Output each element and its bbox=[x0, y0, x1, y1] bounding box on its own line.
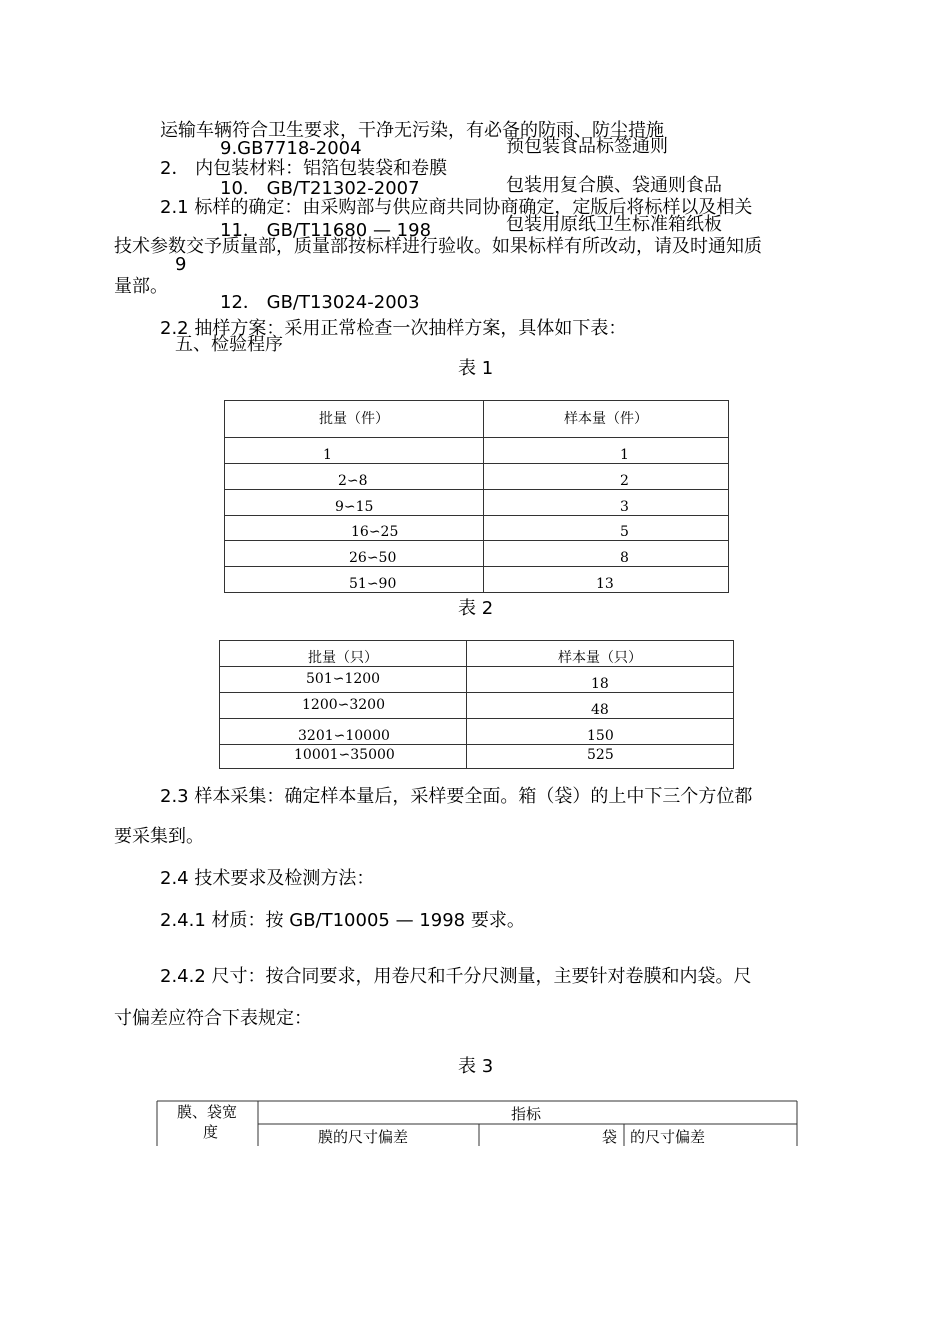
heading-inspection-procedure: 五、检验程序 bbox=[175, 334, 283, 355]
table1-header-batch: 批量（件） bbox=[225, 401, 484, 438]
table1-cell-batch: 16∽25 bbox=[225, 516, 484, 541]
table1-cell-batch: 26∽50 bbox=[225, 541, 484, 567]
standard-11-code: 11． GB/T11680 — 198 bbox=[220, 220, 432, 241]
table2-cell-batch: 1200∽3200 bbox=[220, 693, 467, 719]
section-2-4-2-line1: 2.4.2 尺寸：按合同要求，用卷尺和千分尺测量，主要针对卷膜和内袋。尺 bbox=[160, 966, 752, 987]
table2-title: 表 2 bbox=[458, 598, 494, 619]
table-row bbox=[225, 541, 729, 567]
table1-cell-batch: 1 bbox=[225, 438, 484, 464]
table1-cell-sample: 2 bbox=[484, 464, 729, 490]
table1-cell-sample: 8 bbox=[484, 541, 729, 567]
text-line-quality-dept: 量部。 bbox=[114, 276, 168, 297]
table3-title: 表 3 bbox=[458, 1056, 494, 1077]
section-2-4-2-line2: 寸偏差应符合下表规定： bbox=[114, 1008, 312, 1029]
table-row bbox=[225, 516, 729, 541]
table2 bbox=[219, 640, 734, 769]
table3-sub-bag-char: 袋 bbox=[602, 1128, 618, 1146]
standard-10-code: 10． GB/T21302-2007 bbox=[220, 178, 420, 199]
section-2-3-line2: 要采集到。 bbox=[114, 826, 204, 847]
table2-cell-sample: 18 bbox=[467, 667, 734, 693]
standard-9-name: 预包装食品标签通则 bbox=[506, 136, 668, 157]
standard-9-code: 9.GB7718-2004 bbox=[220, 138, 362, 159]
table1-cell-batch: 2∽8 bbox=[225, 464, 484, 490]
table1-cell-sample: 3 bbox=[484, 490, 729, 516]
table2-cell-sample: 525 bbox=[467, 745, 734, 769]
standard-11-name: 包装用原纸卫生标准箱纸板 bbox=[506, 214, 722, 235]
table-row bbox=[225, 490, 729, 516]
table-row bbox=[225, 567, 729, 593]
table2-cell-sample: 48 bbox=[467, 693, 734, 719]
table1-cell-sample: 13 bbox=[484, 567, 729, 593]
text-line-2-2: 2.2 抽样方案：采用正常检查一次抽样方案，具体如下表： bbox=[160, 318, 627, 339]
table1-cell-batch: 51∽90 bbox=[225, 567, 484, 593]
table2-header-sample: 样本量（只） bbox=[467, 641, 734, 667]
table-row bbox=[220, 667, 734, 693]
table2-cell-batch: 3201∽10000 bbox=[220, 719, 467, 745]
table-row bbox=[220, 745, 734, 769]
standard-12-code: 12． GB/T13024-2003 bbox=[220, 292, 420, 313]
text-line-inner-packaging: 2． 内包装材料：铝箔包装袋和卷膜 bbox=[160, 158, 448, 179]
table1-header-sample: 样本量（件） bbox=[484, 401, 729, 438]
table1-title: 表 1 bbox=[458, 358, 494, 379]
table2-cell-sample: 150 bbox=[467, 719, 734, 745]
table1-cell-sample: 5 bbox=[484, 516, 729, 541]
standard-11-suffix: 9 bbox=[175, 254, 187, 275]
section-2-3-line1: 2.3 样本采集：确定样本量后，采样要全面。箱（袋）的上中下三个方位都 bbox=[160, 786, 753, 807]
table3-header-index: 指标 bbox=[511, 1105, 542, 1123]
table3-col-width-line1: 膜、袋宽 bbox=[177, 1103, 238, 1121]
table-row bbox=[220, 693, 734, 719]
table1-cell-batch: 9∽15 bbox=[225, 490, 484, 516]
standard-10-name: 包装用复合膜、袋通则食品 bbox=[506, 175, 722, 196]
table3-sub-bag-deviation: 的尺寸偏差 bbox=[630, 1128, 706, 1146]
table2-cell-batch: 501∽1200 bbox=[220, 667, 467, 693]
table1-cell-sample: 1 bbox=[484, 438, 729, 464]
table3-col-width-line2: 度 bbox=[203, 1123, 219, 1141]
table2-cell-batch: 10001∽35000 bbox=[220, 745, 467, 769]
text-line-tech-params: 技术参数交予质量部，质量部按标样进行验收。如果标样有所改动，请及时通知质 bbox=[114, 236, 762, 257]
section-2-4-1: 2.4.1 材质：按 GB/T10005 — 1998 要求。 bbox=[160, 910, 525, 931]
table-row bbox=[225, 464, 729, 490]
section-2-4: 2.4 技术要求及检测方法： bbox=[160, 868, 375, 889]
text-line-transport: 运输车辆符合卫生要求，干净无污染，有必备的防雨、防尘措施 bbox=[160, 120, 664, 141]
table2-header-batch: 批量（只） bbox=[220, 641, 467, 667]
table-row bbox=[220, 719, 734, 745]
table3-sub-film-deviation: 膜的尺寸偏差 bbox=[318, 1128, 409, 1146]
table-row bbox=[225, 438, 729, 464]
text-line-2-1: 2.1 标样的确定：由采购部与供应商共同协商确定，定版后将标样以及相关 bbox=[160, 197, 753, 218]
table1 bbox=[224, 400, 729, 593]
